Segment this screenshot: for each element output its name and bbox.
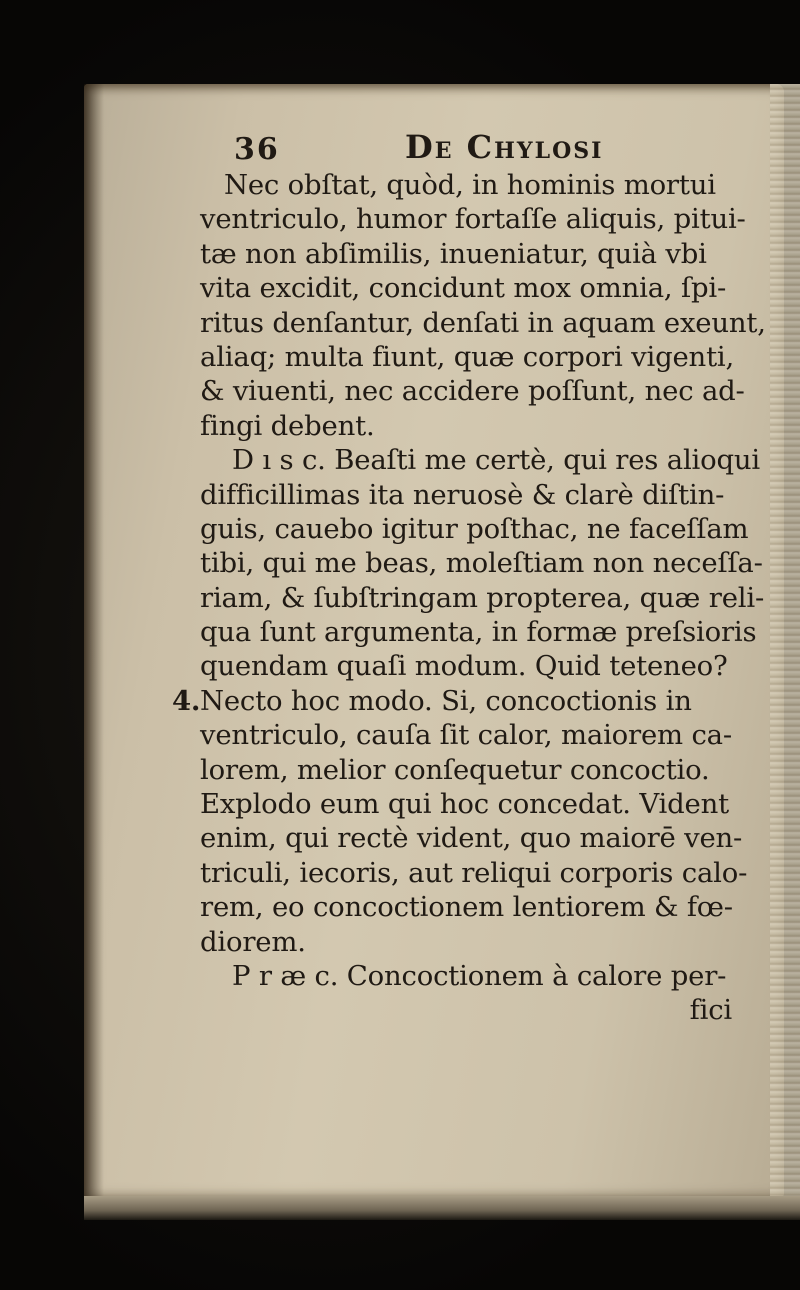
text-line: rem, eo concoctionem lentiorem & fœ- bbox=[200, 891, 733, 924]
text-line: ventriculo, humor fortaſſe aliquis, pitui- bbox=[200, 203, 746, 236]
text-line: riam, & ſubſtringam propterea, quæ reli- bbox=[200, 581, 765, 614]
page-bottom-edge bbox=[84, 1196, 800, 1220]
section-marker: 4. bbox=[172, 684, 201, 717]
text-line-content: Necto hoc modo. Si, concoctionis in bbox=[200, 684, 692, 717]
text-line: triculi, iecoris, aut reliqui corporis calo- bbox=[200, 856, 748, 889]
text-line: guis, cauebo igitur poſthac, ne faceſſam bbox=[200, 512, 749, 545]
text-line: quendam quaſi modum. Quid teteneo? bbox=[200, 650, 728, 683]
text-line: vita excidit, concidunt mox omnia, ſpi- bbox=[200, 272, 727, 305]
catchword: fici bbox=[689, 994, 732, 1027]
page-number: 36 bbox=[234, 132, 280, 167]
text-line: lorem, melior conſequetur concoctio. bbox=[200, 753, 710, 786]
text-line: Nec obſtat, quòd, in hominis mortui bbox=[224, 169, 716, 201]
page-edges bbox=[770, 84, 800, 1204]
text-line: tæ non abſimilis, inueniatur, quià vbi bbox=[200, 237, 707, 270]
text-line: & viuenti, nec accidere poſſunt, nec ad- bbox=[200, 375, 745, 408]
text-line: qua ſunt argumenta, in formæ preſsioris bbox=[200, 616, 757, 649]
running-title: De Chylosi bbox=[405, 128, 604, 166]
text-line-speaker: D ı s c. Beaſti me certè, qui res alioqui bbox=[232, 444, 761, 477]
text-line-numbered bbox=[172, 684, 760, 718]
text-line: tibi, qui me beas, moleſtiam non neceſſa- bbox=[200, 547, 763, 580]
text-line: diorem. bbox=[200, 925, 306, 958]
text-line: difficillimas ita neruosè & clarè diſtin- bbox=[200, 478, 725, 511]
text-line: fingi debent. bbox=[200, 409, 375, 442]
text-line-speaker: P r æ c. Concoctionem à calore per- bbox=[232, 959, 727, 992]
text-line: ritus denſantur, denſati in aquam exeunt, bbox=[200, 306, 766, 339]
text-line: enim, qui rectè vident, quo maiorē ven- bbox=[200, 822, 743, 855]
text-line: Explodo eum qui hoc concedat. Vident bbox=[200, 788, 729, 821]
text-block bbox=[172, 128, 766, 1028]
text-line: aliaq; multa fiunt, quæ corpori vigenti, bbox=[200, 340, 735, 373]
text-line: ventriculo, cauſa ſit calor, maiorem ca- bbox=[200, 719, 732, 752]
page-header bbox=[200, 128, 760, 168]
spine-shadow bbox=[84, 84, 104, 1199]
body-text bbox=[172, 168, 766, 1028]
